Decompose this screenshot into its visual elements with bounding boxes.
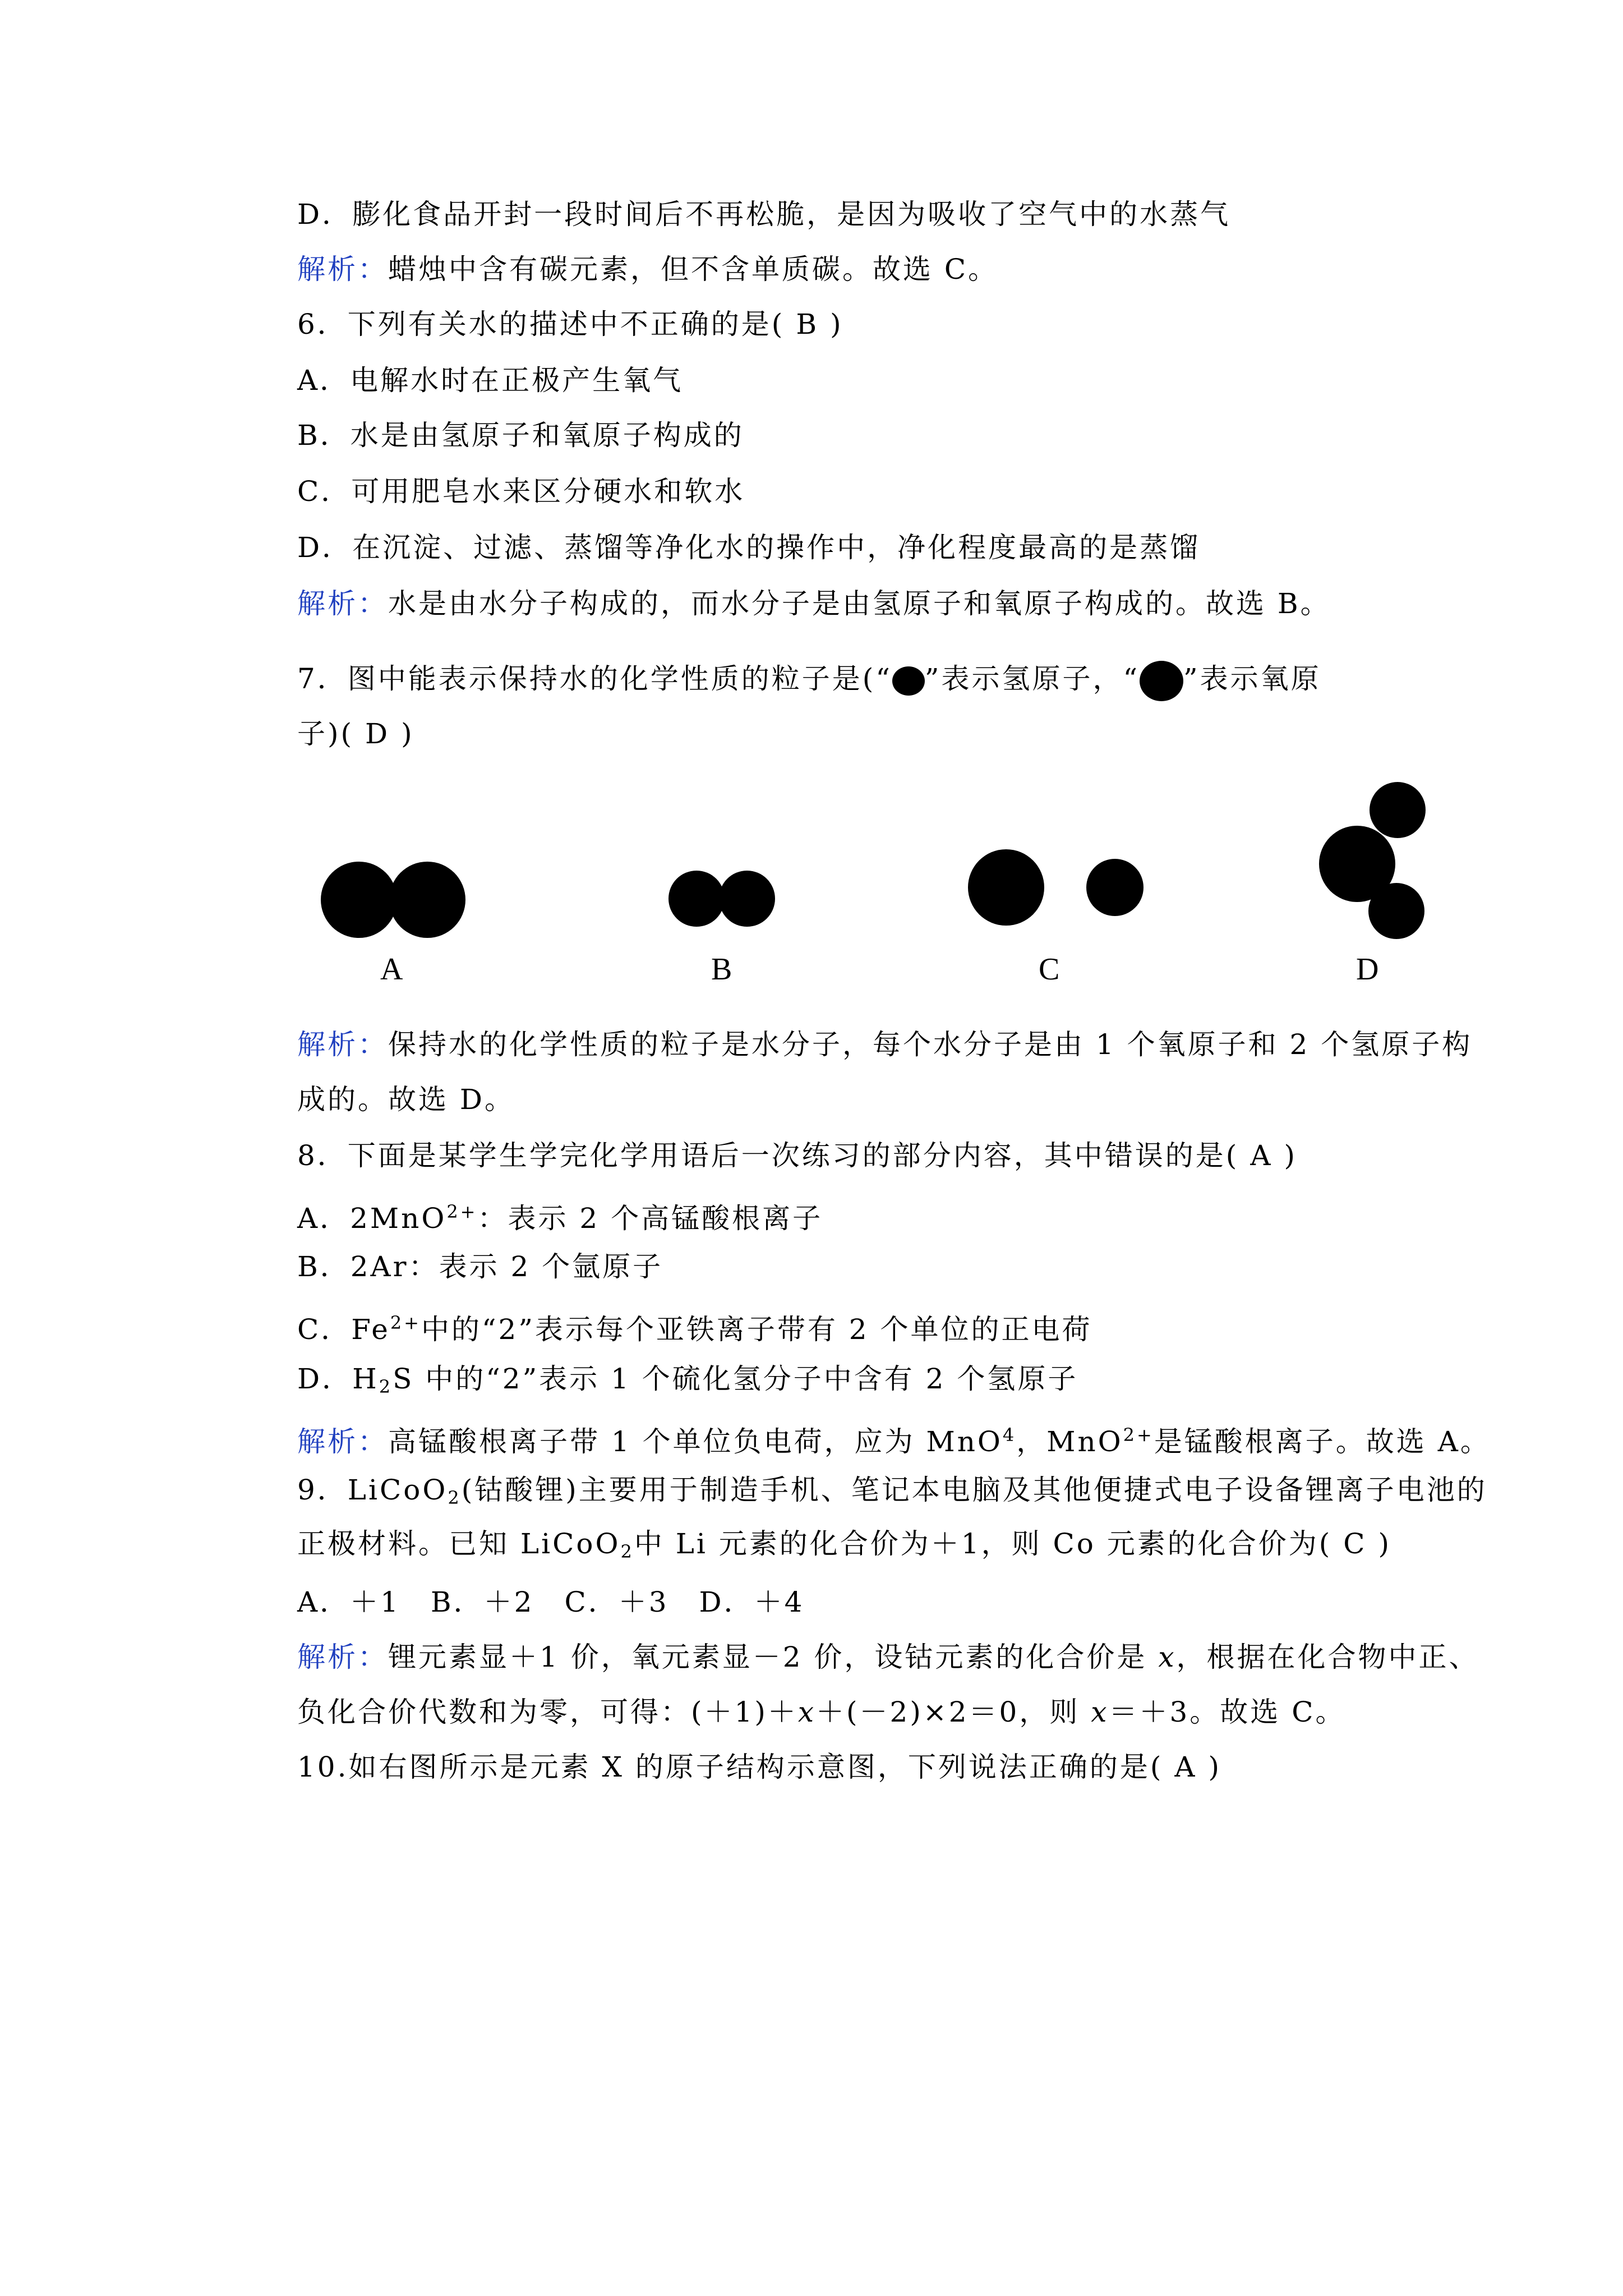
q9-answer: C — [1343, 1527, 1367, 1560]
q10-answer: A — [1174, 1751, 1197, 1783]
q8-option-a — [297, 1195, 823, 1235]
figure-label-c: C — [1039, 952, 1060, 987]
q8-analysis-sup1: 4 — [1002, 1424, 1017, 1446]
q6-answer: B — [796, 308, 819, 341]
option-b-particle — [668, 871, 775, 927]
figure-label-b: B — [711, 952, 732, 987]
q8-close: ) — [1284, 1139, 1297, 1172]
q7-stem-b: ”表示氢原子，“ — [924, 662, 1140, 695]
q8-analysis-post: 是锰酸根离子。故选 A。 — [1154, 1425, 1491, 1458]
q9-var-x: x — [1158, 1641, 1177, 1673]
oxygen-atom-icon — [1140, 661, 1183, 701]
q9-line1-post: (钴酸锂)主要用于制造手机、笔记本电脑及其他便捷式电子设备锂离子电池的 — [461, 1474, 1487, 1506]
q7-stem-c: ”表示氧原 — [1183, 662, 1321, 695]
q9-options: A．＋1 B．＋2 C．＋3 D．＋4 — [297, 1586, 805, 1618]
analysis-text: 蜡烛中含有碳元素，但不含单质碳。故选 C。 — [388, 253, 999, 286]
q9-line2-sub: 2 — [620, 1541, 634, 1562]
q7-analysis-line1 — [297, 1028, 1472, 1061]
q9-close: ) — [1378, 1527, 1392, 1560]
q6-analysis — [297, 587, 1331, 620]
q9-analysis-2-post: ＝＋3。故选 C。 — [1109, 1696, 1346, 1728]
q9-analysis-1-post: ，根据在化合物中正、 — [1176, 1641, 1479, 1673]
q9-line2-pre: 正极材料。已知 LiCoO — [297, 1527, 621, 1560]
q5-analysis — [297, 252, 998, 286]
q8-opt-a-pre: A．2MnO — [297, 1202, 447, 1235]
q9-stem-line2 — [297, 1527, 1391, 1568]
q9-var-x-2: x — [797, 1696, 817, 1728]
q8-stem-text: 8．下面是某学生学完化学用语后一次练习的部分内容，其中错误的是( — [297, 1139, 1239, 1172]
q6-option-d: D．在沉淀、过滤、蒸馏等净化水的操作中，净化程度最高的是蒸馏 — [297, 531, 1201, 564]
q8-answer: A — [1250, 1139, 1273, 1172]
analysis-label: 解析： — [297, 253, 388, 286]
q6-stem-text: 6．下列有关水的描述中不正确的是( — [297, 308, 785, 341]
q8-opt-d-sub: 2 — [379, 1376, 393, 1397]
option-a-particle — [321, 862, 465, 938]
q9-analysis-1-pre: 锂元素显＋1 价，氧元素显－2 价，设钴元素的化合价是 — [388, 1641, 1159, 1673]
q9-analysis-line1 — [297, 1640, 1479, 1674]
analysis-label: 解析： — [297, 1425, 388, 1458]
q8-stem — [297, 1139, 1297, 1172]
q6-stem — [297, 307, 843, 341]
q8-opt-a-sup: 2+ — [446, 1201, 478, 1222]
q9-analysis-2-mid: ＋(－2)×2＝0，则 — [816, 1696, 1091, 1728]
q8-opt-d-post: S 中的“2”表示 1 个硫化氢分子中含有 2 个氢原子 — [393, 1363, 1078, 1395]
q7-stem-line1 — [297, 661, 1321, 701]
q7-analysis-line2: 成的。故选 D。 — [297, 1083, 515, 1116]
q8-analysis — [297, 1418, 1491, 1458]
analysis-label: 解析： — [297, 587, 388, 620]
option-d-particle — [1319, 782, 1426, 939]
figure-label-a: A — [380, 952, 403, 987]
q8-analysis-pre: 高锰酸根离子带 1 个单位负电荷，应为 MnO — [388, 1425, 1003, 1458]
q9-analysis-2-pre: 负化合价代数和为零，可得：(＋1)＋ — [297, 1696, 798, 1728]
q6-option-c: C．可用肥皂水来区分硬水和软水 — [297, 475, 745, 508]
q7-stem-a: 7．图中能表示保持水的化学性质的粒子是(“ — [297, 662, 892, 695]
q6-option-b: B．水是由氢原子和氧原子构成的 — [297, 419, 744, 452]
q7-stem-line2 — [297, 717, 414, 751]
q8-opt-d-pre: D．H — [297, 1363, 379, 1395]
q6-option-a: A．电解水时在正极产生氧气 — [297, 364, 684, 397]
q9-analysis-line2 — [297, 1695, 1345, 1729]
q8-analysis-mid: ，MnO — [1016, 1425, 1123, 1458]
q5-option-d: D．膨化食品开封一段时间后不再松脆，是因为吸收了空气中的水蒸气 — [297, 198, 1231, 231]
q8-option-c — [297, 1306, 1092, 1346]
q7-close: ) — [401, 717, 414, 750]
analysis-label: 解析： — [297, 1028, 388, 1061]
analysis-text: 保持水的化学性质的粒子是水分子，每个水分子是由 1 个氧原子和 2 个氢原子构 — [388, 1028, 1473, 1061]
q9-line2-post: 中 Li 元素的化合价为＋1，则 Co 元素的化合价为( — [634, 1527, 1332, 1560]
q8-option-b: B．2Ar：表示 2 个氩原子 — [297, 1250, 663, 1283]
q9-stem-line1 — [297, 1473, 1487, 1515]
q8-opt-a-post: ：表示 2 个高锰酸根离子 — [477, 1202, 823, 1235]
q6-close: ) — [830, 308, 843, 341]
q8-option-d — [297, 1362, 1078, 1404]
q8-analysis-sup2: 2+ — [1123, 1424, 1154, 1446]
analysis-text: 水是由水分子构成的，而水分子是由氢原子和氧原子构成的。故选 B。 — [388, 587, 1331, 620]
q8-opt-c-pre: C．Fe — [297, 1313, 390, 1346]
option-c-particle — [968, 849, 1144, 926]
q8-opt-c-sup: 2+ — [390, 1312, 421, 1333]
q8-opt-c-post: 中的“2”表示每个亚铁离子带有 2 个单位的正电荷 — [421, 1313, 1092, 1346]
q9-var-x-3: x — [1091, 1696, 1109, 1728]
q7-stem-d: 子)( — [297, 717, 354, 750]
figure-label-d: D — [1356, 952, 1379, 987]
analysis-label: 解析： — [297, 1641, 388, 1673]
q9-line1-sub: 2 — [448, 1487, 462, 1508]
q10-stem-text: 10.如右图所示是元素 X 的原子结构示意图，下列说法正确的是( — [297, 1751, 1164, 1783]
q10-stem — [297, 1750, 1221, 1784]
q9-line1-pre: 9．LiCoO — [297, 1474, 448, 1506]
hydrogen-atom-icon — [892, 666, 925, 696]
q10-close: ) — [1208, 1751, 1222, 1783]
q7-answer: D — [365, 717, 390, 750]
